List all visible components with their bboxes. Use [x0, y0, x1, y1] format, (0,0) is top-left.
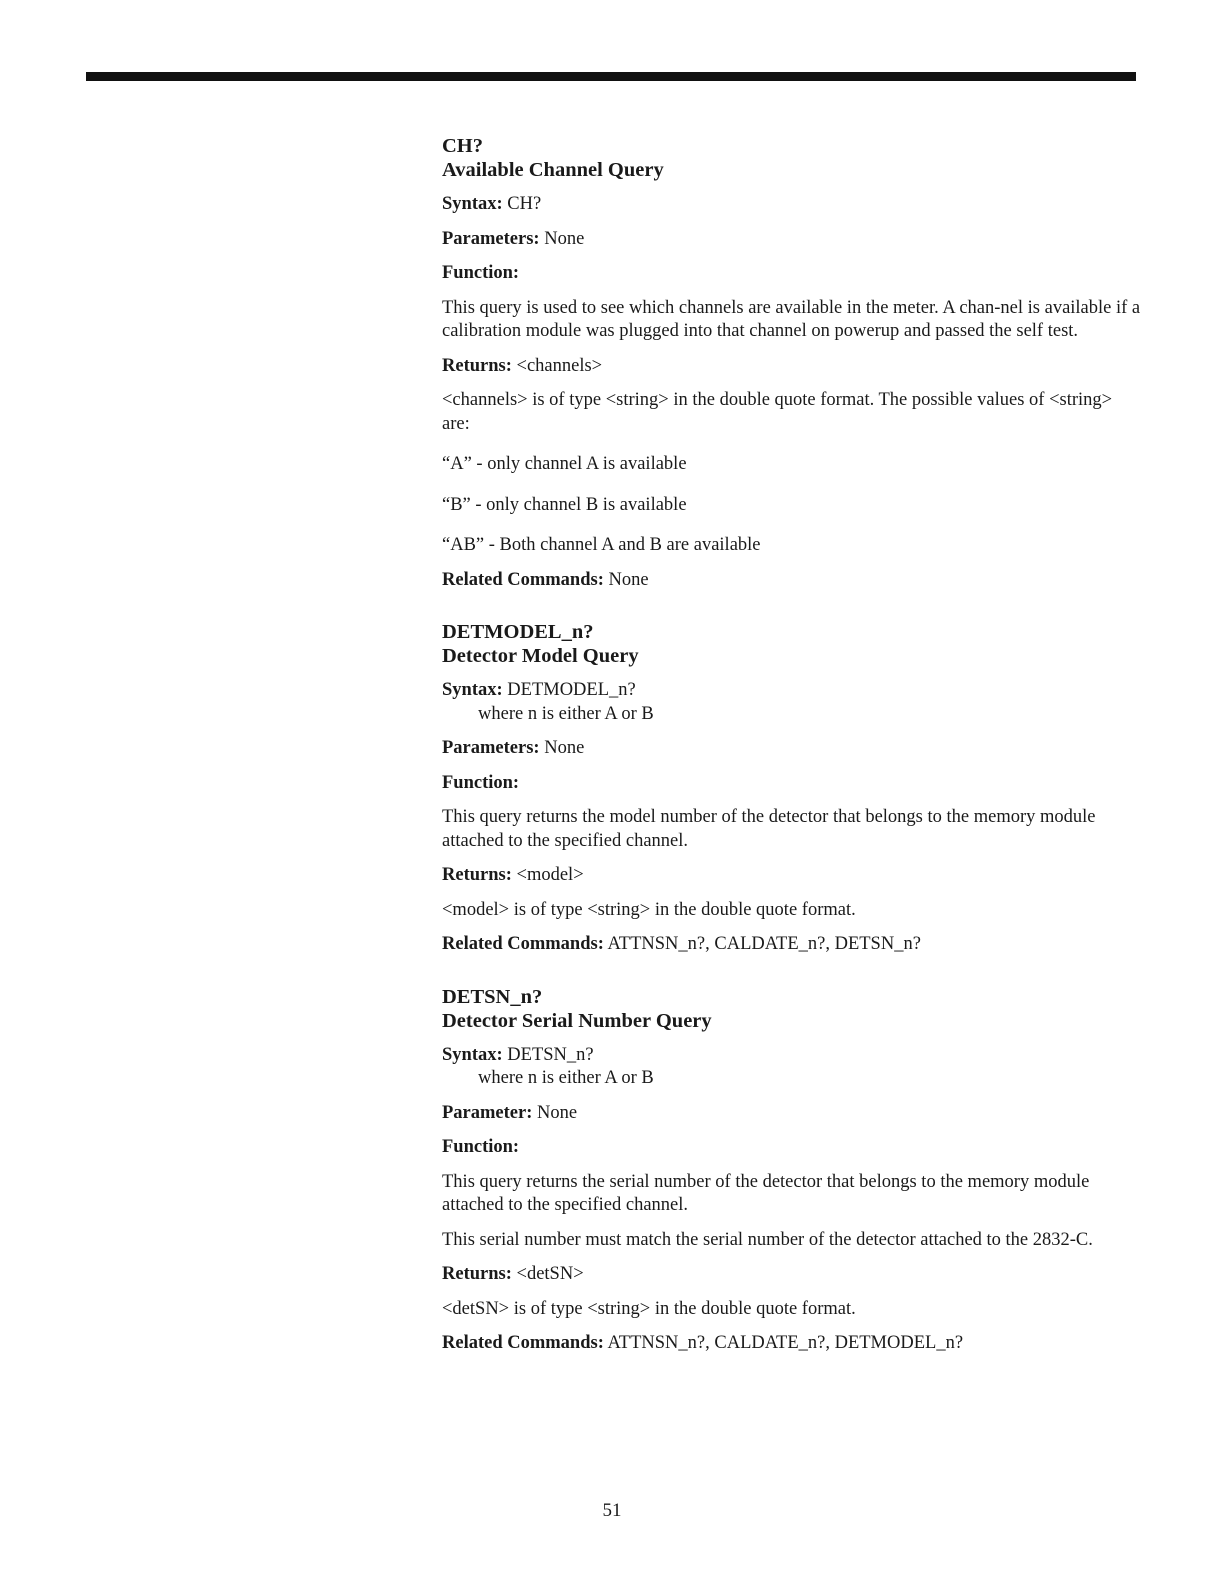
- parameters-line: [442, 228, 1142, 252]
- command-title: Available Channel Query: [442, 159, 664, 181]
- syntax-note: where n is either A or B: [478, 1068, 654, 1088]
- section-detsn-query: [442, 985, 1142, 1356]
- function-paragraph: This query returns the serial number of the detector that belongs to the memory module attached to the specified channel.: [442, 1171, 1090, 1215]
- value-item: “A” - only channel A is available: [442, 454, 687, 474]
- parameters-label: Parameters:: [442, 738, 540, 758]
- command-code: DETSN_n?: [442, 985, 543, 1008]
- returns-value: <channels>: [516, 355, 603, 376]
- syntax-value: DETSN_n?: [507, 1044, 594, 1065]
- related-value: ATTNSN_n?, CALDATE_n?, DETMODEL_n?: [607, 1333, 964, 1353]
- returns-description: <model> is of type <string> in the double quote format.: [442, 899, 856, 920]
- related-line: [442, 569, 1142, 593]
- function-label: Function:: [442, 772, 520, 793]
- function-label: Function:: [442, 1137, 520, 1157]
- returns-line: [442, 355, 1142, 379]
- parameters-label: Parameters:: [442, 228, 540, 249]
- parameters-label: Parameter:: [442, 1102, 533, 1123]
- related-label: Related Commands:: [442, 934, 604, 954]
- function-paragraph: This query is used to see which channels are available in the meter. A chan-nel is available if a calibration module was plugged into that channel on powerup and passed the self test.: [442, 297, 1141, 341]
- syntax-line: [442, 193, 1142, 217]
- returns-label: Returns:: [442, 1264, 512, 1284]
- returns-value: <detSN>: [516, 1264, 584, 1284]
- page-number: 51: [602, 1500, 622, 1521]
- related-value: ATTNSN_n?, CALDATE_n?, DETSN_n?: [607, 934, 921, 954]
- parameters-line: [442, 1102, 1142, 1126]
- function-paragraph: This query returns the model number of the detector that belongs to the memory module attached to the specified channel.: [442, 807, 1096, 851]
- parameters-value: None: [544, 738, 585, 758]
- section-ch-query: [442, 134, 1142, 592]
- syntax-label: Syntax:: [442, 194, 503, 214]
- related-line: [442, 933, 1142, 957]
- value-item: “AB” - Both channel A and B are available: [442, 535, 761, 555]
- function-paragraph: This serial number must match the serial number of the detector attached to the 2832-C.: [442, 1229, 1093, 1250]
- command-code: CH?: [442, 135, 483, 157]
- related-value: None: [608, 569, 649, 590]
- value-item: “B” - only channel B is available: [442, 494, 687, 515]
- syntax-value: CH?: [507, 194, 542, 214]
- syntax-value: DETMODEL_n?: [507, 680, 636, 700]
- related-label: Related Commands:: [442, 1333, 604, 1353]
- parameters-value: None: [537, 1102, 578, 1123]
- syntax-line: [442, 679, 1142, 703]
- section-detmodel-query: [442, 620, 1142, 957]
- command-code: DETMODEL_n?: [442, 621, 594, 643]
- returns-line: [442, 864, 1142, 888]
- syntax-note: where n is either A or B: [478, 703, 654, 724]
- returns-value: <model>: [516, 865, 584, 885]
- parameters-value: None: [544, 228, 585, 249]
- function-label: Function:: [442, 263, 520, 283]
- returns-description: <detSN> is of type <string> in the double quote format.: [442, 1298, 856, 1319]
- related-label: Related Commands:: [442, 569, 604, 590]
- syntax-label: Syntax:: [442, 680, 503, 700]
- page-content: [442, 134, 1142, 1356]
- parameters-line: [442, 737, 1142, 761]
- returns-label: Returns:: [442, 865, 512, 885]
- returns-description: <channels> is of type <string> in the double quote format. The possible values of <string> are:: [442, 390, 1113, 434]
- returns-line: [442, 1263, 1142, 1287]
- syntax-label: Syntax:: [442, 1044, 503, 1065]
- related-line: [442, 1332, 1142, 1356]
- command-title: Detector Model Query: [442, 645, 639, 667]
- syntax-line: [442, 1044, 1142, 1068]
- returns-label: Returns:: [442, 355, 512, 376]
- top-rule: [86, 72, 1136, 81]
- command-title: Detector Serial Number Query: [442, 1009, 712, 1032]
